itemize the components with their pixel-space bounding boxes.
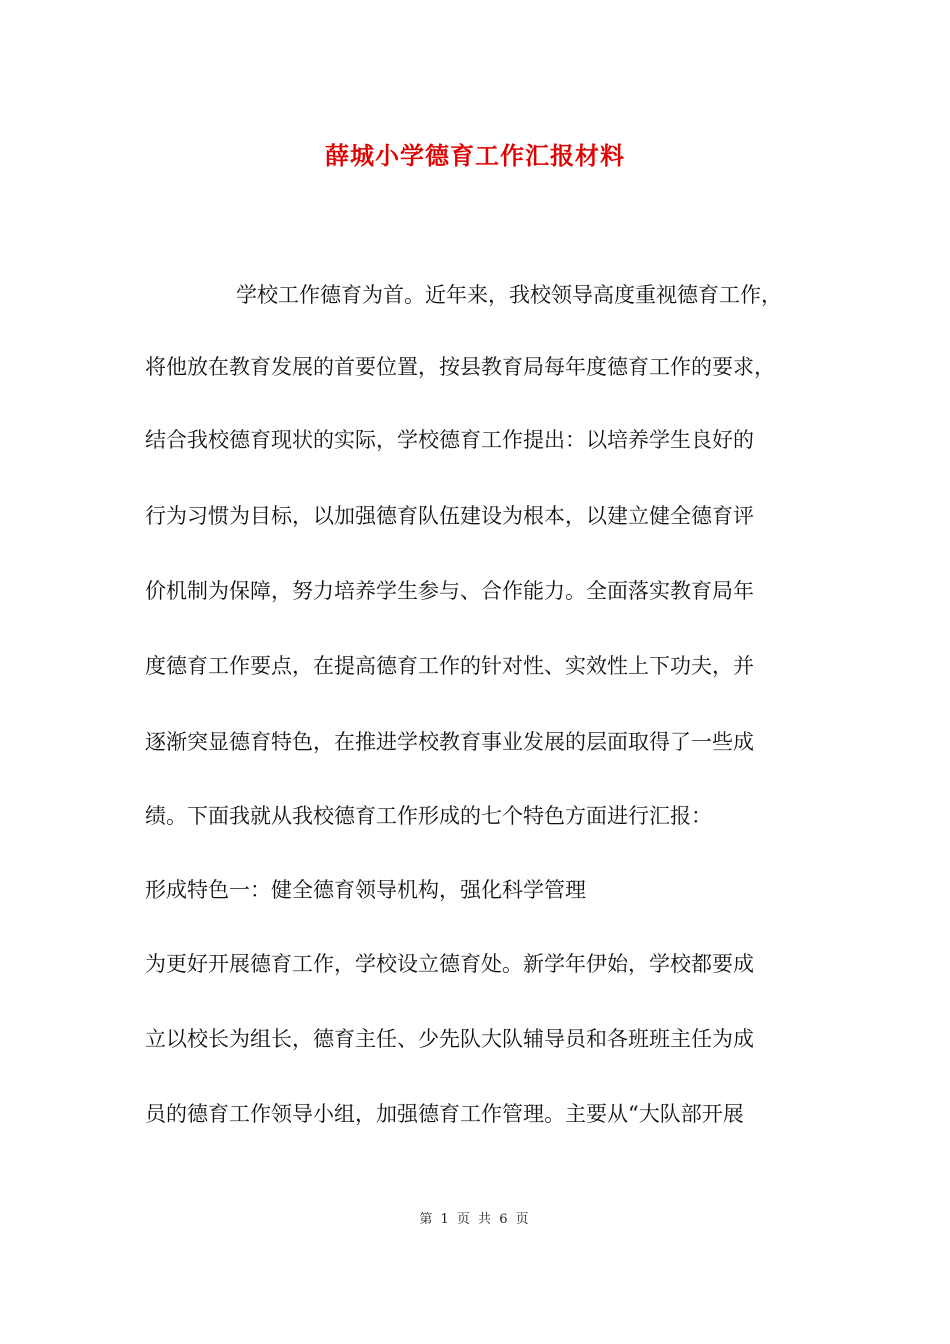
body-line-7: 逐渐突显德育特色，在推进学校教育事业发展的层面取得了一些成 xyxy=(145,730,754,754)
page-number: 第 1 页 共 6 页 xyxy=(419,1212,531,1227)
body-line-10: 为更好开展德育工作，学校设立德育处。新学年伊始，学校都要成 xyxy=(145,952,754,976)
body-line-1 xyxy=(145,281,805,309)
body-line-12: 员的德育工作领导小组，加强德育工作管理。主要从“大队部开展 xyxy=(145,1102,744,1126)
body-line-6: 度德育工作要点，在提高德育工作的针对性、实效性上下功夫，并 xyxy=(145,654,754,678)
body-line-11: 立以校长为组长，德育主任、少先队大队辅导员和各班班主任为成 xyxy=(145,1027,754,1051)
body-line-4: 行为习惯为目标，以加强德育队伍建设为根本，以建立健全德育评 xyxy=(145,504,754,528)
body-line-2: 将他放在教育发展的首要位置，按县教育局每年度德育工作的要求， xyxy=(145,355,775,379)
section-heading-1: 形成特色一：健全德育领导机构，强化科学管理 xyxy=(145,878,586,902)
body-line-8: 绩。下面我就从我校德育工作形成的七个特色方面进行汇报： xyxy=(145,804,712,828)
document-title: 薛城小学德育工作汇报材料 xyxy=(325,141,625,170)
body-line-5: 价机制为保障，努力培养学生参与、合作能力。全面落实教育局年 xyxy=(145,579,754,603)
body-line-3: 结合我校德育现状的实际，学校德育工作提出：以培养学生良好的 xyxy=(145,428,754,452)
body-line-text: 学校工作德育为首。近年来，我校领导高度重视德育工作， xyxy=(236,283,782,307)
